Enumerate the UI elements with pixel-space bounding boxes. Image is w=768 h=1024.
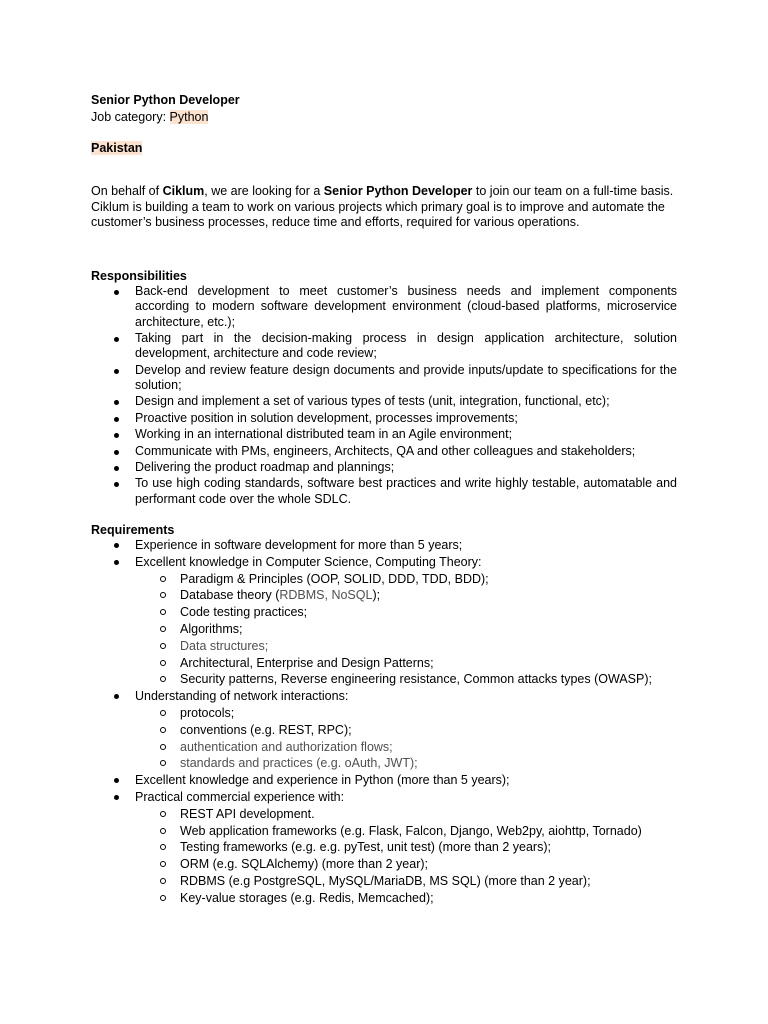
cs-label: Excellent knowledge in Computer Science, Computing Theory: [135, 554, 482, 569]
sub-list-item-db [135, 587, 677, 604]
job-country-value: Pakistan [91, 141, 143, 155]
intro-company: Ciklum [162, 184, 205, 198]
sub-list-item: Web application frameworks (e.g. Flask, Falcon, Django, Web2py, aiohttp, Tornado) [135, 823, 677, 840]
cs-sublist [135, 571, 677, 689]
list-item-cs [91, 554, 677, 688]
list-item: Back-end development to meet customer’s business needs and implement components according to modern software development environment (cloud-based platforms, microservice architecture, etc.); [91, 284, 677, 330]
sub-list-item: authentication and authorization flows; [135, 739, 677, 756]
list-item: Delivering the product roadmap and plannings; [91, 460, 677, 475]
list-item: Develop and review feature design documents and provide inputs/update to specifications for the solution; [91, 363, 677, 394]
db-text-pre: Database theory ( [180, 588, 280, 603]
sub-list-item: Algorithms; [135, 621, 677, 638]
list-item: Proactive position in solution development, processes improvements; [91, 411, 677, 426]
intro-text-2: , we are looking for a [204, 184, 324, 198]
requirements-list [91, 537, 677, 907]
list-item-network [91, 688, 677, 772]
list-item: Design and implement a set of various types of tests (unit, integration, functional, etc); [91, 394, 677, 409]
responsibilities-list [91, 284, 677, 508]
list-item: Experience in software development for more than 5 years; [91, 537, 677, 554]
list-item: Taking part in the decision-making process in design application architecture, solution development, architecture and code review; [91, 331, 677, 362]
requirements-heading: Requirements [91, 523, 175, 537]
sub-list-item: Paradigm & Principles (OOP, SOLID, DDD, TDD, BDD); [135, 571, 677, 588]
list-item: Working in an international distributed team in an Agile environment; [91, 427, 677, 442]
sub-list-item: conventions (e.g. REST, RPC); [135, 722, 677, 739]
sub-list-item: RDBMS (e.g PostgreSQL, MySQL/MariaDB, MS SQL) (more than 2 year); [135, 873, 677, 890]
db-text-post: ); [372, 588, 381, 603]
intro-text-3: to join our team on a full-time basis. Ciklum is building a team to work on various projects which primary goal is to improve and automate the customer’s business processes, reduce time and efforts, required for various operations. [91, 184, 674, 230]
sub-list-item: Code testing practices; [135, 604, 677, 621]
job-country [91, 140, 677, 156]
sub-list-item: Security patterns, Reverse engineering resistance, Common attacks types (OWASP); [135, 671, 677, 688]
list-item: To use high coding standards, software best practices and write highly testable, automatable and performant code over the whole SDLC. [91, 476, 677, 507]
network-sublist [135, 705, 677, 772]
sub-list-item: REST API development. [135, 806, 677, 823]
list-item: Excellent knowledge and experience in Python (more than 5 years); [91, 772, 677, 789]
sub-list-item: Architectural, Enterprise and Design Patterns; [135, 655, 677, 672]
list-item: Communicate with PMs, engineers, Architects, QA and other colleagues and stakeholders; [91, 444, 677, 459]
sub-list-item: Testing frameworks (e.g. e.g. pyTest, unit test) (more than 2 years); [135, 839, 677, 856]
job-category-value: Python [169, 110, 209, 124]
job-category [91, 109, 677, 125]
sub-list-item: ORM (e.g. SQLAlchemy) (more than 2 year); [135, 856, 677, 873]
commercial-label: Practical commercial experience with: [135, 789, 345, 804]
sub-list-item: protocols; [135, 705, 677, 722]
db-text-mid: RDBMS, NoSQL [279, 588, 373, 603]
intro-text-1: On behalf of [91, 184, 163, 198]
sub-list-item: standards and practices (e.g. oAuth, JWT); [135, 755, 677, 772]
list-item-commercial [91, 789, 677, 907]
network-label: Understanding of network interactions: [135, 689, 349, 704]
intro-paragraph [91, 184, 681, 231]
sub-list-item: Key-value storages (e.g. Redis, Memcached); [135, 890, 677, 907]
commercial-sublist [135, 806, 677, 907]
job-category-label: Job category: [91, 110, 170, 124]
responsibilities-heading: Responsibilities [91, 269, 187, 283]
sub-list-item: Data structures; [135, 638, 677, 655]
job-title: Senior Python Developer [91, 93, 240, 107]
intro-role: Senior Python Developer [323, 184, 473, 198]
